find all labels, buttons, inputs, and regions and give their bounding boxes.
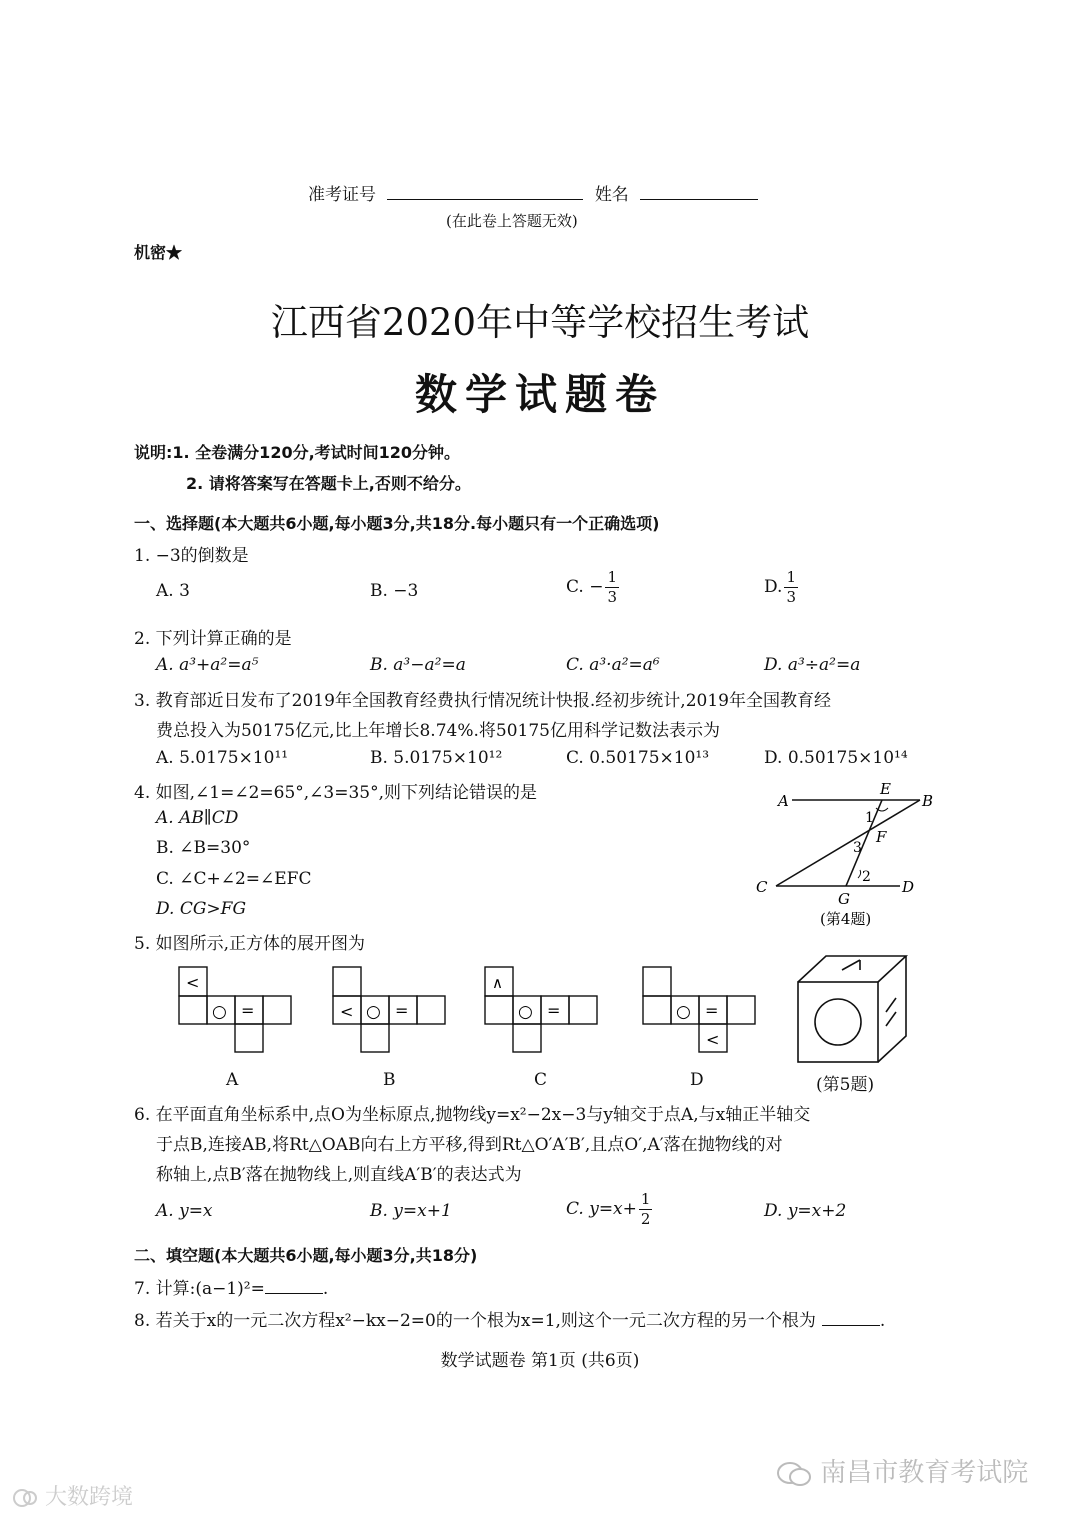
q6-option-c (566, 1192, 652, 1227)
watermark-right (776, 1452, 1028, 1489)
q5-d-lt: < (706, 1030, 720, 1049)
q2-option-c: C. a³·a²=a⁶ (566, 655, 660, 675)
q1-d-fraction: $\frac{1}{3}$ (786, 568, 796, 606)
q3-line-1: 3. 教育部近日发布了2019年全国教育经费执行情况统计快报.经初步统计,2019年全国教育经 (134, 691, 831, 711)
q1-option-c (566, 570, 619, 605)
q4-option-d: D. CG>FG (156, 899, 247, 919)
q5-c-circle: ○ (518, 1002, 533, 1022)
q1-option-b: B. −3 (370, 581, 419, 601)
q4-option-a: A. AB∥CD (156, 808, 239, 828)
q5-c-eq: = (547, 1001, 561, 1020)
q1-d-prefix: D. (764, 577, 783, 597)
q2-option-b: B. a³−a²=a (370, 655, 466, 675)
answer-invalid-notice: (在此卷上答题无效) (446, 212, 578, 230)
watermark-left-text: 大数跨境 (45, 1485, 134, 1510)
q3-option-b: B. 5.0175×10¹² (370, 748, 503, 768)
q5-a-circle: ○ (212, 1002, 227, 1022)
q4-label-angle-2: 2 (862, 869, 871, 885)
q5-figure-caption: (第5题) (816, 1075, 875, 1095)
q4-label-b: B (922, 792, 934, 810)
paper-title: 数学试题卷 (414, 370, 665, 419)
q4-label-f: F (876, 828, 887, 846)
q4-line-cb (776, 800, 920, 886)
instruction-2: 2. 请将答案写在答题卡上,否则不给分。 (186, 474, 471, 493)
q4-figure (740, 778, 970, 934)
q5-net-a (178, 966, 294, 1056)
q3-option-c: C. 0.50175×10¹³ (566, 748, 710, 768)
secret-mark: 机密★ (134, 243, 183, 262)
q3-line-2: 费总投入为50175亿元,比上年增长8.74%.将50175亿用科学记数法表示为 (156, 721, 720, 741)
q2-option-a: A. a³+a²=a⁵ (156, 655, 259, 675)
q5-stem: 5. 如图所示,正方体的展开图为 (134, 934, 366, 954)
q5-label-b: B (383, 1070, 396, 1090)
q8-stem: 8. 若关于x的一元二次方程x²−kx−2=0的一个根为x=1,则这个一元二次方程的另一个根为 (134, 1311, 816, 1331)
q4-stem: 4. 如图,∠1=∠2=65°,∠3=35°,则下列结论错误的是 (134, 783, 538, 803)
q1-stem: 1. −3的倒数是 (134, 546, 249, 566)
q8-answer-blank (822, 1324, 880, 1326)
q2-option-d: D. a³÷a²=a (764, 655, 861, 675)
q6-option-a: A. y=x (156, 1201, 213, 1221)
q7-stem: 7. 计算:(a−1)²= (134, 1279, 265, 1299)
q5-net-d (642, 966, 758, 1056)
name-blank (640, 198, 758, 200)
q6-option-d: D. y=x+2 (764, 1201, 847, 1221)
watermark-right-text: 南昌市教育考试院 (820, 1458, 1029, 1488)
q4-label-angle-1: 1 (865, 810, 874, 826)
q4-angle-2-arc (858, 870, 861, 878)
wechat-icon (776, 1461, 812, 1487)
q7 (134, 1274, 328, 1299)
q6-line-2: 于点B,连接AB,将Rt△OAB向右上方平移,得到Rt△O′A′B′,且点O′,A′落在抛物线的对 (156, 1135, 783, 1155)
q4-option-b: B. ∠B=30° (156, 838, 251, 858)
q5-a-lt: < (186, 973, 200, 992)
q5-cube-figure (796, 952, 916, 1072)
q5-label-a: A (226, 1070, 239, 1090)
q5-b-circle: ○ (366, 1002, 381, 1022)
q3-option-a: A. 5.0175×10¹¹ (156, 748, 289, 768)
instruction-1: 说明:1. 全卷满分120分,考试时间120分钟。 (134, 443, 461, 462)
section-2-heading: 二、填空题(本大题共6小题,每小题3分,共18分) (134, 1246, 478, 1265)
q5-label-d: D (690, 1070, 704, 1090)
q6-line-3: 称轴上,点B′落在抛物线上,则直线A′B′的表达式为 (156, 1165, 522, 1185)
q1-option-d (764, 570, 798, 605)
q6-c-prefix: C. y=x+ (566, 1199, 637, 1219)
q8-period: . (879, 1311, 886, 1331)
q1-c-fraction: $\frac{1}{3}$ (607, 568, 617, 606)
exam-id-label: 准考证号 (308, 185, 376, 205)
q7-answer-blank (265, 1292, 323, 1294)
q4-option-c: C. ∠C+∠2=∠EFC (156, 869, 312, 889)
q3-option-d: D. 0.50175×10¹⁴ (764, 748, 908, 768)
q6-line-1: 6. 在平面直角坐标系中,点O为坐标原点,抛物线y=x²−2x−3与y轴交于点A,与x轴正半轴交 (134, 1105, 811, 1125)
q5-a-eq: = (241, 1001, 255, 1020)
brand-logo-icon (12, 1488, 38, 1508)
q4-label-c: C (756, 878, 768, 896)
q5-net-c (484, 966, 600, 1056)
name-label: 姓名 (594, 185, 629, 205)
q4-figure-caption: (第4题) (820, 910, 872, 928)
q5-c-caret: ∧ (492, 974, 503, 992)
q4-label-a: A (778, 792, 789, 810)
exam-title: 江西省2020年中等学校招生考试 (270, 301, 810, 344)
q5-label-c: C (534, 1070, 548, 1090)
q4-label-e: E (880, 780, 891, 798)
q5-d-eq: = (705, 1001, 719, 1020)
q1-c-prefix: C. − (566, 577, 604, 597)
q4-label-d: D (902, 878, 915, 896)
q4-label-g: G (838, 890, 850, 908)
q5-net-b (332, 966, 448, 1056)
q4-label-angle-3: 3 (853, 840, 862, 856)
q7-period: . (322, 1279, 329, 1299)
exam-id-row (308, 180, 758, 205)
q5-b-eq: = (395, 1001, 409, 1020)
q5-b-lt: < (340, 1002, 354, 1021)
q6-option-b: B. y=x+1 (370, 1201, 452, 1221)
q1-option-a: A. 3 (156, 581, 190, 601)
watermark-left (12, 1480, 133, 1511)
q8 (134, 1306, 885, 1331)
q2-stem: 2. 下列计算正确的是 (134, 629, 292, 649)
exam-id-blank (387, 198, 583, 200)
page-footer: 数学试题卷 第1页 (共6页) (440, 1351, 640, 1371)
q6-c-fraction: $\frac{1}{2}$ (640, 1190, 651, 1228)
q5-d-circle: ○ (676, 1002, 691, 1022)
section-1-heading: 一、选择题(本大题共6小题,每小题3分,共18分.每小题只有一个正确选项) (134, 514, 660, 533)
